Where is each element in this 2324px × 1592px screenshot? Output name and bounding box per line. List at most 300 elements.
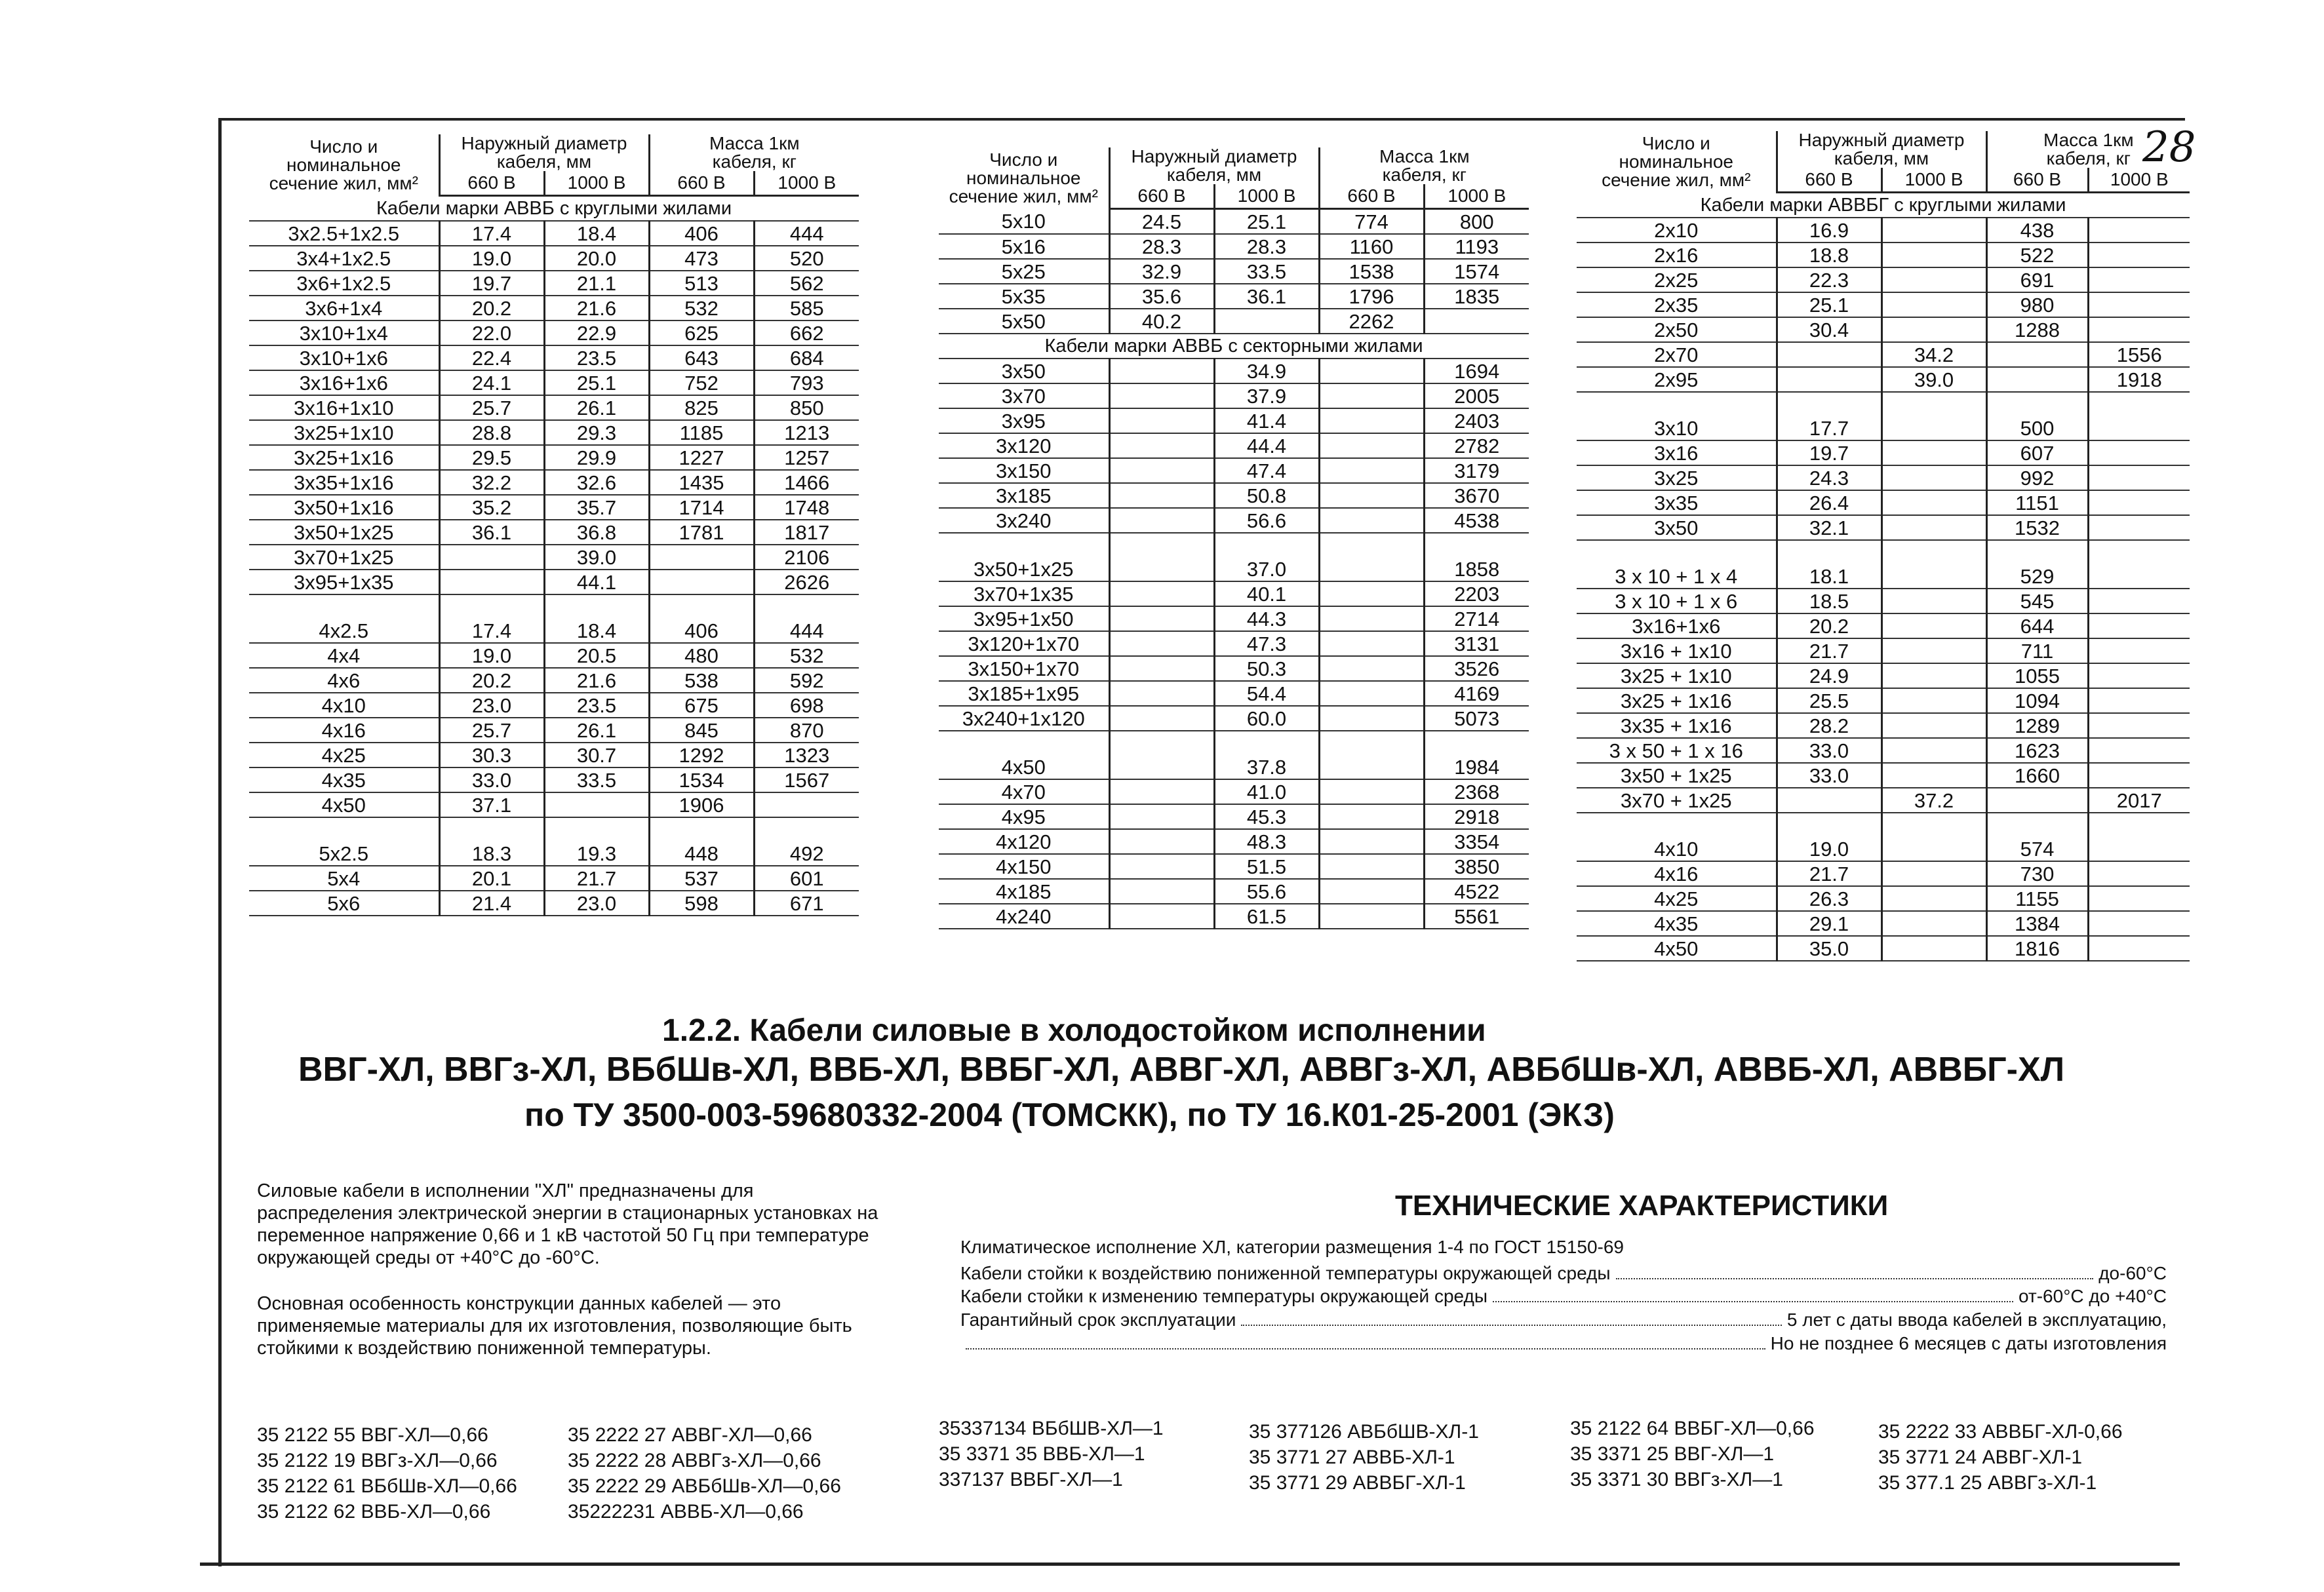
cell-mass-1000v: 2714: [1424, 606, 1529, 631]
frame-top-line: [218, 118, 2185, 121]
cell-mass-660v: [1319, 731, 1424, 755]
cell-cross-section: 5х25: [939, 259, 1109, 284]
cell-mass-660v: 825: [649, 395, 754, 420]
cell-mass-1000v: [2088, 218, 2190, 243]
cell-diameter-660v: 37.1: [439, 792, 544, 817]
cell-diameter-660v: 28.8: [439, 420, 544, 445]
cell-mass-1000v: 1858: [1424, 557, 1529, 581]
cell-mass-1000v: 3850: [1424, 854, 1529, 879]
cell-mass-1000v: 3131: [1424, 631, 1529, 656]
cell-diameter-1000v: [1881, 688, 1986, 713]
cell-mass-1000v: [754, 594, 859, 619]
cell-diameter-660v: 32.1: [1777, 515, 1881, 540]
description-paragraph: Силовые кабели в исполнении "ХЛ" предназначены для распределения электрической энергии в стационарных установках на переменное напряжение 0,66 и 1 кВ частотой 50 Гц при температуре окружающей среды от +40°С до -60°С.: [257, 1180, 878, 1268]
cell-diameter-1000v: 29.9: [544, 445, 649, 470]
cell-cross-section: 3х50: [1577, 515, 1777, 540]
table-row: [249, 370, 859, 395]
header-1000v: 1000 В: [544, 171, 649, 196]
cell-diameter-1000v: [1881, 813, 1986, 837]
cell-cross-section: 4х25: [1577, 886, 1777, 911]
cell-mass-660v: 1160: [1319, 234, 1424, 259]
table-row: [1577, 515, 2190, 540]
tech-row: [960, 1263, 2167, 1284]
cell-diameter-660v: 30.4: [1777, 317, 1881, 342]
cell-mass-1000v: 4522: [1424, 879, 1529, 904]
cell-diameter-660v: 24.3: [1777, 465, 1881, 490]
product-code: 337137 ВВБГ-ХЛ—1: [939, 1469, 1123, 1490]
cell-diameter-660v: 33.0: [1777, 763, 1881, 788]
cell-mass-660v: [1319, 408, 1424, 433]
cell-mass-660v: [649, 594, 754, 619]
cell-mass-1000v: 3526: [1424, 656, 1529, 681]
cell-diameter-1000v: 25.1: [1214, 209, 1319, 235]
cell-diameter-1000v: 41.4: [1214, 408, 1319, 433]
cell-mass-660v: 1288: [1986, 317, 2088, 342]
product-code: 35 3771 29 АВВБГ-ХЛ-1: [1249, 1472, 1466, 1494]
cell-diameter-660v: 24.9: [1777, 663, 1881, 688]
cell-mass-660v: 538: [649, 668, 754, 693]
table-row: [939, 508, 1529, 533]
cell-mass-1000v: [2088, 738, 2190, 763]
cell-cross-section: 3х4+1х2.5: [249, 246, 439, 271]
cell-diameter-660v: [1109, 656, 1214, 681]
cell-mass-660v: 730: [1986, 861, 2088, 886]
cell-diameter-1000v: 40.1: [1214, 581, 1319, 606]
cell-diameter-1000v: 34.9: [1214, 359, 1319, 383]
cell-mass-1000v: [2088, 292, 2190, 317]
tech-row: [960, 1310, 2167, 1330]
cell-mass-1000v: [2088, 317, 2190, 342]
cell-mass-660v: 1384: [1986, 911, 2088, 936]
cell-mass-1000v: 3670: [1424, 483, 1529, 508]
cell-mass-660v: 1435: [649, 470, 754, 495]
table-row: [939, 829, 1529, 854]
cell-mass-1000v: [1424, 731, 1529, 755]
cell-mass-1000v: 1567: [754, 767, 859, 792]
cell-diameter-1000v: 28.3: [1214, 234, 1319, 259]
cell-diameter-660v: [1109, 804, 1214, 829]
table-row: [1577, 267, 2190, 292]
cell-diameter-660v: [1109, 854, 1214, 879]
table-avvb-sector: [939, 147, 1529, 929]
cell-cross-section: 4х95: [939, 804, 1109, 829]
table-body: [1577, 193, 2190, 961]
table-row: [939, 879, 1529, 904]
cell-cross-section: 3 х 10 + 1 х 6: [1577, 589, 1777, 613]
cell-mass-660v: 1094: [1986, 688, 2088, 713]
table-row: [249, 866, 859, 891]
header-outer-diameter: Наружный диаметр кабеля, мм: [439, 134, 649, 171]
product-code: 35 377126 АВБбШВ-ХЛ-1: [1249, 1421, 1479, 1443]
cell-mass-1000v: [2088, 638, 2190, 663]
cell-mass-1000v: 444: [754, 221, 859, 246]
tech-label: Кабели стойки к воздействию пониженной температуры окружающей среды: [960, 1263, 1611, 1283]
table-row: [1577, 663, 2190, 688]
cell-diameter-660v: [1109, 731, 1214, 755]
cell-diameter-1000v: 20.5: [544, 643, 649, 668]
cell-diameter-1000v: 18.4: [544, 619, 649, 643]
cell-mass-660v: 1538: [1319, 259, 1424, 284]
table-row: [1577, 936, 2190, 961]
cell-diameter-660v: [1109, 408, 1214, 433]
tech-value: от-60°С до +40°С: [2018, 1286, 2167, 1306]
table-row: [1577, 243, 2190, 267]
product-code: 35 2222 33 АВВБГ-ХЛ-0,66: [1878, 1421, 2123, 1443]
cell-mass-660v: [1319, 779, 1424, 804]
product-code: 35 2122 62 ВВБ-ХЛ—0,66: [257, 1501, 491, 1523]
cell-mass-660v: [1986, 788, 2088, 813]
product-code: 35 3371 30 ВВГз-ХЛ—1: [1570, 1469, 1783, 1490]
header-660v: 660 В: [1109, 184, 1214, 209]
cell-diameter-1000v: 37.9: [1214, 383, 1319, 408]
cell-mass-660v: [1319, 879, 1424, 904]
cell-mass-1000v: 671: [754, 891, 859, 916]
cell-diameter-1000v: [1214, 731, 1319, 755]
cell-mass-1000v: 1466: [754, 470, 859, 495]
cell-cross-section: 5х16: [939, 234, 1109, 259]
tech-specs-title: ТЕХНИЧЕСКИЕ ХАРАКТЕРИСТИКИ: [1395, 1190, 1889, 1222]
cell-mass-1000v: [2088, 589, 2190, 613]
table-row: [1577, 490, 2190, 515]
cell-diameter-660v: 26.4: [1777, 490, 1881, 515]
table-row: [1577, 837, 2190, 861]
cell-diameter-660v: 23.0: [439, 693, 544, 718]
cell-mass-1000v: [2088, 837, 2190, 861]
product-code: 35337134 ВБбШВ-ХЛ—1: [939, 1418, 1164, 1439]
table-row: [939, 483, 1529, 508]
cell-cross-section: 3х25+1х10: [249, 420, 439, 445]
description-paragraph: Основная особенность конструкции данных кабелей — это применяемые материалы для их изготовления, позволяющие быть стойкими к воздействию пониженной температуры.: [257, 1293, 852, 1359]
cell-cross-section: 3х95+1х35: [249, 570, 439, 594]
table-row: [1577, 911, 2190, 936]
table-row: [939, 259, 1529, 284]
cell-cross-section: 3х150: [939, 458, 1109, 483]
cell-diameter-1000v: [1881, 465, 1986, 490]
cell-mass-1000v: 793: [754, 370, 859, 395]
table-row: [249, 246, 859, 271]
header-cross-section: Число и номинальное сечение жил, мм²: [249, 134, 439, 196]
cell-diameter-1000v: [1881, 292, 1986, 317]
table-row: [939, 854, 1529, 879]
cell-mass-660v: [1319, 854, 1424, 879]
cell-mass-660v: 537: [649, 866, 754, 891]
cell-mass-660v: 607: [1986, 440, 2088, 465]
cell-diameter-1000v: 21.6: [544, 668, 649, 693]
cell-diameter-660v: 17.4: [439, 619, 544, 643]
cell-mass-1000v: [2088, 465, 2190, 490]
cell-diameter-660v: [1109, 458, 1214, 483]
cell-cross-section: 4х35: [249, 767, 439, 792]
table-row: [249, 891, 859, 916]
table-row: [1577, 317, 2190, 342]
cell-mass-660v: 574: [1986, 837, 2088, 861]
cell-diameter-660v: [439, 817, 544, 842]
table-row: [249, 320, 859, 345]
cell-mass-660v: 992: [1986, 465, 2088, 490]
cell-diameter-1000v: 36.8: [544, 520, 649, 545]
cell-diameter-660v: 19.7: [439, 271, 544, 296]
cell-mass-660v: 1227: [649, 445, 754, 470]
table-row: [249, 420, 859, 445]
header-mass: Масса 1км кабеля, кг: [1379, 147, 1470, 184]
cell-mass-660v: 1660: [1986, 763, 2088, 788]
cell-mass-1000v: 520: [754, 246, 859, 271]
cell-diameter-1000v: [544, 792, 649, 817]
cell-mass-1000v: 2005: [1424, 383, 1529, 408]
cell-diameter-1000v: [1881, 218, 1986, 243]
cell-mass-660v: 1816: [1986, 936, 2088, 961]
table-row: [939, 383, 1529, 408]
cell-diameter-1000v: 50.3: [1214, 656, 1319, 681]
table-row: [249, 693, 859, 718]
cell-mass-1000v: 1574: [1424, 259, 1529, 284]
cell-diameter-660v: 33.0: [1777, 738, 1881, 763]
cell-mass-660v: 406: [649, 619, 754, 643]
cell-diameter-660v: 18.5: [1777, 589, 1881, 613]
cell-mass-660v: 980: [1986, 292, 2088, 317]
cell-diameter-660v: 16.9: [1777, 218, 1881, 243]
cell-mass-660v: 532: [649, 296, 754, 320]
cell-diameter-1000v: [1881, 416, 1986, 440]
table-avvb-round: [249, 134, 859, 916]
cell-mass-1000v: [2088, 713, 2190, 738]
cell-diameter-660v: 33.0: [439, 767, 544, 792]
cell-cross-section: [939, 533, 1109, 557]
cell-mass-660v: 691: [1986, 267, 2088, 292]
cell-diameter-660v: 29.5: [439, 445, 544, 470]
cell-mass-660v: 406: [649, 221, 754, 246]
cell-diameter-660v: 35.6: [1109, 284, 1214, 309]
table-row: [939, 581, 1529, 606]
cell-diameter-1000v: [1881, 713, 1986, 738]
cell-diameter-660v: [1109, 706, 1214, 731]
cell-mass-660v: 480: [649, 643, 754, 668]
cell-mass-1000v: [2088, 540, 2190, 564]
cell-cross-section: 3х50+1х25: [939, 557, 1109, 581]
cell-mass-1000v: 1748: [754, 495, 859, 520]
table-row: [939, 433, 1529, 458]
cell-mass-1000v: [2088, 763, 2190, 788]
cell-mass-1000v: [754, 817, 859, 842]
cell-diameter-660v: [1777, 540, 1881, 564]
cell-mass-660v: 643: [649, 345, 754, 370]
cell-cross-section: [249, 594, 439, 619]
header-1000v: 1000 В: [1424, 184, 1529, 209]
table-avvbg-round: [1577, 131, 2190, 961]
cell-diameter-1000v: [1881, 440, 1986, 465]
cell-cross-section: 3х2.5+1х2.5: [249, 221, 439, 246]
cell-diameter-660v: 18.1: [1777, 564, 1881, 589]
cell-diameter-1000v: [1881, 738, 1986, 763]
cell-diameter-1000v: 54.4: [1214, 681, 1319, 706]
cell-diameter-1000v: 23.5: [544, 693, 649, 718]
table-row: [249, 668, 859, 693]
cell-mass-1000v: [2088, 688, 2190, 713]
cell-cross-section: 3х70: [939, 383, 1109, 408]
cell-diameter-660v: 17.7: [1777, 416, 1881, 440]
cell-mass-1000v: 562: [754, 271, 859, 296]
cell-cross-section: 2х16: [1577, 243, 1777, 267]
table-row: [939, 458, 1529, 483]
tech-row: [960, 1333, 2167, 1354]
tech-label: Кабели стойки к изменению температуры окружающей среды: [960, 1286, 1487, 1306]
cell-mass-660v: [1319, 533, 1424, 557]
table-row: [939, 533, 1529, 557]
cell-diameter-1000v: [1881, 936, 1986, 961]
cell-mass-1000v: 2782: [1424, 433, 1529, 458]
cell-diameter-1000v: [1881, 613, 1986, 638]
cell-diameter-1000v: 61.5: [1214, 904, 1319, 929]
cell-cross-section: 5х10: [939, 209, 1109, 235]
cell-mass-1000v: [2088, 936, 2190, 961]
cell-diameter-660v: 26.3: [1777, 886, 1881, 911]
cell-diameter-1000v: 23.5: [544, 345, 649, 370]
cell-mass-660v: 1534: [649, 767, 754, 792]
cell-mass-660v: [1986, 367, 2088, 392]
tech-value: Но не позднее 6 месяцев с даты изготовления: [1770, 1333, 2167, 1353]
cell-cross-section: 2х95: [1577, 367, 1777, 392]
cell-cross-section: 4х120: [939, 829, 1109, 854]
cell-diameter-1000v: [1881, 763, 1986, 788]
table-row: [249, 767, 859, 792]
codes-column: [257, 1422, 517, 1524]
cell-cross-section: 3х10+1х4: [249, 320, 439, 345]
cell-cross-section: [1577, 540, 1777, 564]
cell-diameter-1000v: 23.0: [544, 891, 649, 916]
table-row: [939, 557, 1529, 581]
table-row: [939, 284, 1529, 309]
header-mass: Масса 1км кабеля, кг: [709, 134, 800, 171]
cell-diameter-1000v: 29.3: [544, 420, 649, 445]
cell-cross-section: 3х35: [1577, 490, 1777, 515]
cell-diameter-1000v: 39.0: [544, 545, 649, 570]
cell-cross-section: 3х16+1х6: [1577, 613, 1777, 638]
cell-mass-660v: 1055: [1986, 663, 2088, 688]
product-code: 35 3771 27 АВВБ-ХЛ-1: [1249, 1446, 1455, 1468]
cell-diameter-660v: 19.7: [1777, 440, 1881, 465]
cell-cross-section: 5х50: [939, 309, 1109, 334]
cell-mass-1000v: 492: [754, 842, 859, 866]
cell-cross-section: 4х50: [939, 755, 1109, 779]
product-code: 35 3371 35 ВВБ-ХЛ—1: [939, 1443, 1145, 1465]
table-row: [249, 445, 859, 470]
cell-diameter-660v: [1109, 904, 1214, 929]
leader-dots: [966, 1335, 1765, 1349]
cell-diameter-1000v: [1881, 317, 1986, 342]
table-row: [1577, 788, 2190, 813]
cell-mass-1000v: 1556: [2088, 342, 2190, 367]
header-mass: Масса 1км кабеля, кг: [2043, 131, 2134, 168]
cell-diameter-1000v: 60.0: [1214, 706, 1319, 731]
cell-mass-660v: [1319, 458, 1424, 483]
cell-mass-1000v: 2203: [1424, 581, 1529, 606]
cell-cross-section: 4х25: [249, 743, 439, 767]
cell-cross-section: [939, 731, 1109, 755]
table-row: [939, 209, 1529, 235]
cell-mass-660v: 1906: [649, 792, 754, 817]
cell-cross-section: 3х120: [939, 433, 1109, 458]
cell-mass-660v: 522: [1986, 243, 2088, 267]
cell-cross-section: 3х240: [939, 508, 1109, 533]
cell-diameter-1000v: 44.4: [1214, 433, 1319, 458]
cell-mass-1000v: 2403: [1424, 408, 1529, 433]
cell-mass-1000v: 585: [754, 296, 859, 320]
cell-mass-660v: 845: [649, 718, 754, 743]
table-row: [1577, 416, 2190, 440]
header-cross-section: Число и номинальное сечение жил, мм²: [1577, 131, 1777, 193]
cell-cross-section: 5х2.5: [249, 842, 439, 866]
cell-diameter-660v: 28.2: [1777, 713, 1881, 738]
cell-mass-1000v: 532: [754, 643, 859, 668]
table-row: [939, 234, 1529, 259]
cell-mass-660v: [1986, 813, 2088, 837]
cell-mass-1000v: 698: [754, 693, 859, 718]
cell-cross-section: 4х50: [1577, 936, 1777, 961]
table-row: [1577, 367, 2190, 392]
cell-cross-section: 3х25: [1577, 465, 1777, 490]
cell-diameter-1000v: 44.1: [544, 570, 649, 594]
table-row: [1577, 392, 2190, 416]
cell-diameter-660v: [1109, 631, 1214, 656]
cell-mass-1000v: 1323: [754, 743, 859, 767]
cell-cross-section: 3х185: [939, 483, 1109, 508]
cell-diameter-660v: 25.7: [439, 395, 544, 420]
cell-mass-660v: [1319, 706, 1424, 731]
cell-mass-1000v: 601: [754, 866, 859, 891]
cell-cross-section: [1577, 392, 1777, 416]
cell-mass-660v: [1319, 681, 1424, 706]
cell-cross-section: 3х16: [1577, 440, 1777, 465]
cell-diameter-660v: 24.5: [1109, 209, 1214, 235]
cell-mass-1000v: 4169: [1424, 681, 1529, 706]
cell-cross-section: 4х150: [939, 854, 1109, 879]
cell-mass-1000v: [2088, 613, 2190, 638]
cell-cross-section: 4х10: [249, 693, 439, 718]
cell-diameter-660v: [1109, 829, 1214, 854]
cell-diameter-660v: [1109, 606, 1214, 631]
product-code: 35 2122 64 ВВБГ-ХЛ—0,66: [1570, 1418, 1815, 1439]
cell-mass-660v: [649, 545, 754, 570]
tech-label: Климатическое исполнение ХЛ, категории размещения 1-4 по ГОСТ 15150-69: [960, 1237, 1624, 1257]
product-code: 35 2222 27 АВВГ-ХЛ—0,66: [568, 1424, 812, 1446]
cell-mass-660v: 774: [1319, 209, 1424, 235]
cell-mass-1000v: 2017: [2088, 788, 2190, 813]
cell-diameter-1000v: [1881, 638, 1986, 663]
cell-diameter-660v: [439, 545, 544, 570]
cell-mass-1000v: [2088, 515, 2190, 540]
codes-column: [1570, 1416, 1815, 1492]
cell-cross-section: 3х50 + 1х25: [1577, 763, 1777, 788]
group-row: [939, 334, 1529, 359]
cell-mass-660v: [1319, 829, 1424, 854]
table-row: [939, 804, 1529, 829]
cell-diameter-660v: [1777, 813, 1881, 837]
table-row: [249, 643, 859, 668]
cell-cross-section: 4х185: [939, 879, 1109, 904]
cell-diameter-1000v: 21.1: [544, 271, 649, 296]
group-title: Кабели марки АВВБ с секторными жилами: [939, 334, 1529, 359]
cell-mass-660v: 1292: [649, 743, 754, 767]
cell-cross-section: 3 х 50 + 1 х 16: [1577, 738, 1777, 763]
cell-mass-1000v: 1213: [754, 420, 859, 445]
cell-cross-section: [1577, 813, 1777, 837]
cell-diameter-1000v: [1881, 663, 1986, 688]
cell-mass-660v: 448: [649, 842, 754, 866]
cell-mass-1000v: 1817: [754, 520, 859, 545]
product-code: 35 377.1 25 АВВГз-ХЛ-1: [1878, 1472, 2097, 1494]
table-row: [939, 731, 1529, 755]
cell-diameter-660v: [1777, 392, 1881, 416]
